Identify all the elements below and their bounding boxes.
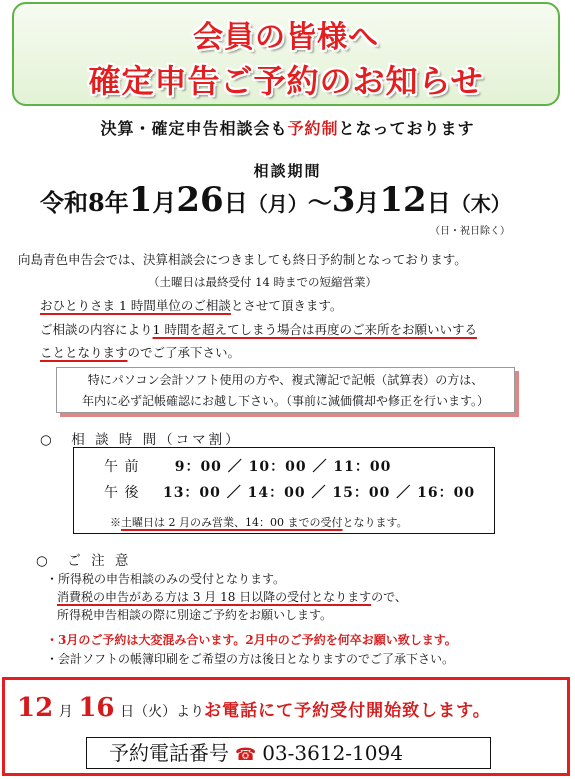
pm-label: 午 後 xyxy=(104,485,140,501)
period-label: 相談期間 xyxy=(253,162,322,180)
caution-item: ・所得税の申告相談のみの受付となります。 xyxy=(46,572,286,586)
month-char: 月 xyxy=(355,188,380,217)
caution-heading: ○ ご 注 意 xyxy=(36,553,132,569)
telephone-icon: ☎ xyxy=(235,745,257,765)
subtitle-highlight: 予約制 xyxy=(287,119,339,138)
notice-line: 特にパソコン会計ソフト使用の方や、複式簿記で記帳（試算表）の方は、 xyxy=(87,373,484,387)
month-char: 月 xyxy=(152,188,177,217)
intro-text: 向島青色申告会では、決算相談会につきましても終日予約制となっております。 xyxy=(18,252,467,267)
pm-slots-row xyxy=(104,482,475,502)
day-char: 日 xyxy=(120,704,135,720)
start-month: 1 xyxy=(128,180,153,220)
start-weekday: （火）より xyxy=(134,704,205,720)
consumption-tax-emphasis: 消費税の申告がある方は 3 月 18 日以降の受付となります xyxy=(57,590,372,604)
start-day: 26 xyxy=(176,180,224,220)
title-line-announcement: 確定申告ご予約のお知らせ xyxy=(88,62,484,100)
overtime-policy xyxy=(40,320,477,338)
subtitle-text-end: となっております xyxy=(338,119,475,138)
end-weekday: （木） xyxy=(450,192,511,216)
day-char: 日 xyxy=(426,188,451,217)
saturday-hours-note: （土曜日は最終受付 14 時までの短縮営業） xyxy=(148,275,377,289)
tilde: ～ xyxy=(307,188,332,217)
caution-item-consumption-tax xyxy=(57,588,407,605)
overtime-policy-emphasis: 1 時間を超えてしまう場合は再度のご来所をお願いいする xyxy=(152,322,477,337)
title-line-members: 会員の皆様へ xyxy=(193,20,379,55)
phone-number[interactable]: 03-3612-1094 xyxy=(262,741,403,765)
overtime-policy-emphasis-cont: こととなります xyxy=(40,345,128,360)
era: 令和 xyxy=(40,188,88,217)
year: 8 xyxy=(88,188,105,217)
caution-item-march: ・3月のご予約は大変混み合います。2月中のご予約を何卒お願い致します。 xyxy=(46,633,457,647)
end-month: 3 xyxy=(331,180,356,220)
phone-number-box[interactable] xyxy=(86,737,491,769)
consultation-period xyxy=(40,180,540,220)
saturday-slot-emphasis: 土曜日は 2 月のみ営業、14：00 までの受付 xyxy=(121,516,343,529)
day-char: 日 xyxy=(223,188,248,217)
am-label: 午 前 xyxy=(104,459,140,475)
overtime-policy-start: ご相談の内容により xyxy=(40,322,153,337)
year-char: 年 xyxy=(104,188,129,217)
time-slots-table xyxy=(73,447,495,534)
reservation-message: お電話にて予約受付開始致します。 xyxy=(204,701,491,721)
holiday-note: （日・祝日除く） xyxy=(430,226,510,237)
month-char: 月 xyxy=(58,704,73,720)
start-weekday: （月） xyxy=(247,192,308,216)
subtitle-text: 決算・確定申告相談会も xyxy=(100,119,288,138)
start-month: 12 xyxy=(17,693,54,723)
title-banner xyxy=(12,2,560,106)
caution-item-software: ・会計ソフトの帳簿印刷をご希望の方は後日となりますのでご了承下さい。 xyxy=(46,652,455,666)
saturday-slot-rest: となります。 xyxy=(342,516,408,529)
start-day: 16 xyxy=(78,693,115,723)
note-mark: ※ xyxy=(110,516,121,529)
one-hour-policy xyxy=(40,296,342,314)
reservation-start-box xyxy=(2,677,570,776)
pm-times: 13：00 ／ 14：00 ／ 15：00 ／ 16：00 xyxy=(162,485,476,501)
overtime-policy-end: のでご了承下さい。 xyxy=(127,345,241,360)
saturday-slot-note xyxy=(110,514,408,530)
phone-label: 予約電話番号 xyxy=(109,741,229,765)
end-day: 12 xyxy=(379,180,427,220)
one-hour-policy-rest: とさせて頂きます。 xyxy=(230,298,343,313)
subtitle xyxy=(0,116,575,139)
reservation-start-line xyxy=(17,693,491,723)
am-slots-row xyxy=(104,456,391,476)
time-slots-heading: ○ 相 談 時 間（コマ割） xyxy=(40,432,242,448)
caution-item-cont: 所得税申告相談の際に別途ご予約をお願いします。 xyxy=(57,608,333,622)
am-times: 9：00 ／ 10：00 ／ 11：00 xyxy=(174,459,392,475)
one-hour-policy-emphasis: おひとりさま 1 時間単位のご相談 xyxy=(40,298,231,313)
bookkeeping-notice xyxy=(56,367,515,413)
consumption-tax-rest: ので、 xyxy=(371,590,407,604)
notice-line: 年内に必ず記帳確認にお越し下さい。（事前に減価償却や修正を行います。） xyxy=(81,394,490,408)
overtime-policy-cont xyxy=(40,343,240,361)
